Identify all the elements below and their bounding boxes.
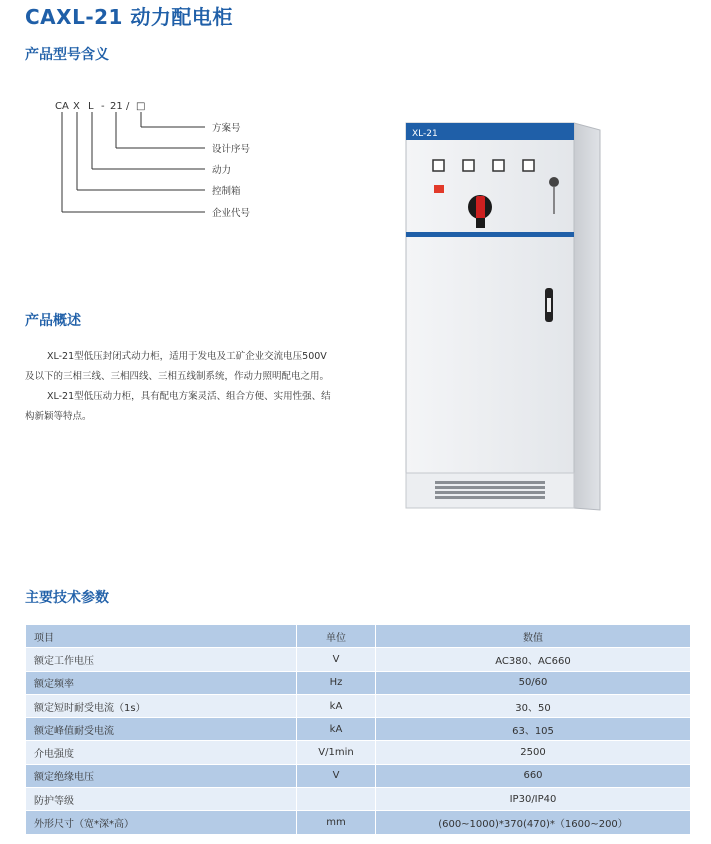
table-cell: mm bbox=[297, 811, 376, 834]
table-cell: IP30/IP40 bbox=[376, 788, 691, 811]
label-control-box: 控制箱 bbox=[212, 186, 241, 197]
code-part-l: L bbox=[88, 101, 94, 112]
table-cell: 2500 bbox=[376, 741, 691, 764]
table-row bbox=[26, 648, 691, 671]
table-header-cell: 单位 bbox=[297, 625, 376, 648]
label-design-seq: 设计序号 bbox=[212, 144, 251, 155]
table-header-cell: 项目 bbox=[26, 625, 297, 648]
code-part-dash: - bbox=[101, 101, 105, 112]
door-handle bbox=[545, 288, 553, 322]
table-row bbox=[26, 764, 691, 787]
table-row bbox=[26, 718, 691, 741]
table-cell: AC380、AC660 bbox=[376, 648, 691, 671]
specs-heading: 主要技术参数 bbox=[25, 590, 109, 606]
code-part-box: □ bbox=[136, 101, 146, 112]
table-cell: V bbox=[297, 648, 376, 671]
table-row bbox=[26, 741, 691, 764]
table-cell: Hz bbox=[297, 671, 376, 694]
table-header-cell: 数值 bbox=[376, 625, 691, 648]
table-row bbox=[26, 671, 691, 694]
table-cell: kA bbox=[297, 718, 376, 741]
table-cell: 介电强度 bbox=[26, 741, 297, 764]
cabinet-label: XL-21 bbox=[412, 129, 438, 139]
code-part-ca: CA bbox=[55, 101, 69, 112]
model-code-diagram bbox=[0, 92, 330, 232]
table-cell: 额定绝缘电压 bbox=[26, 764, 297, 787]
label-power: 动力 bbox=[212, 165, 232, 176]
model-meaning-heading: 产品型号含义 bbox=[25, 47, 109, 63]
overview-paragraph-1: XL-21型低压封闭式动力柜，适用于发电及工矿企业交流电压500V及以下的三相三线、三相四线、三相五线制系统，作动力照明配电之用。 bbox=[25, 351, 330, 382]
spec-table bbox=[25, 624, 691, 835]
page-title: CAXL-21 动力配电柜 bbox=[25, 5, 233, 29]
table-row bbox=[26, 811, 691, 834]
overview-paragraph-2: XL-21型低压动力柜，具有配电方案灵活、组合方便、实用性强、结构新颖等特点。 bbox=[25, 391, 331, 422]
table-cell: 额定频率 bbox=[26, 671, 297, 694]
table-cell: V bbox=[297, 764, 376, 787]
table-row bbox=[26, 694, 691, 717]
code-part-x: X bbox=[73, 101, 80, 112]
cabinet-middle-stripe bbox=[406, 232, 574, 237]
cabinet-image bbox=[400, 118, 610, 513]
table-cell: (600~1000)*370(470)*（1600~200） bbox=[376, 811, 691, 834]
table-cell: 外形尺寸（宽*深*高） bbox=[26, 811, 297, 834]
table-cell: 额定短时耐受电流（1s） bbox=[26, 694, 297, 717]
overview-text bbox=[25, 347, 335, 427]
table-cell bbox=[297, 788, 376, 811]
table-row bbox=[26, 788, 691, 811]
table-cell: 50/60 bbox=[376, 671, 691, 694]
table-header-row bbox=[26, 625, 691, 648]
table-cell: 63、105 bbox=[376, 718, 691, 741]
label-scheme-no: 方案号 bbox=[212, 123, 241, 134]
code-part-21: 21 bbox=[110, 101, 123, 112]
table-cell: V/1min bbox=[297, 741, 376, 764]
label-company-code: 企业代号 bbox=[212, 208, 251, 219]
table-cell: 额定工作电压 bbox=[26, 648, 297, 671]
overview-heading: 产品概述 bbox=[25, 313, 81, 329]
warning-sticker bbox=[434, 185, 444, 193]
table-cell: 额定峰值耐受电流 bbox=[26, 718, 297, 741]
table-cell: 30、50 bbox=[376, 694, 691, 717]
table-cell: 防护等级 bbox=[26, 788, 297, 811]
code-part-slash: / bbox=[126, 101, 130, 112]
table-cell: kA bbox=[297, 694, 376, 717]
table-cell: 660 bbox=[376, 764, 691, 787]
